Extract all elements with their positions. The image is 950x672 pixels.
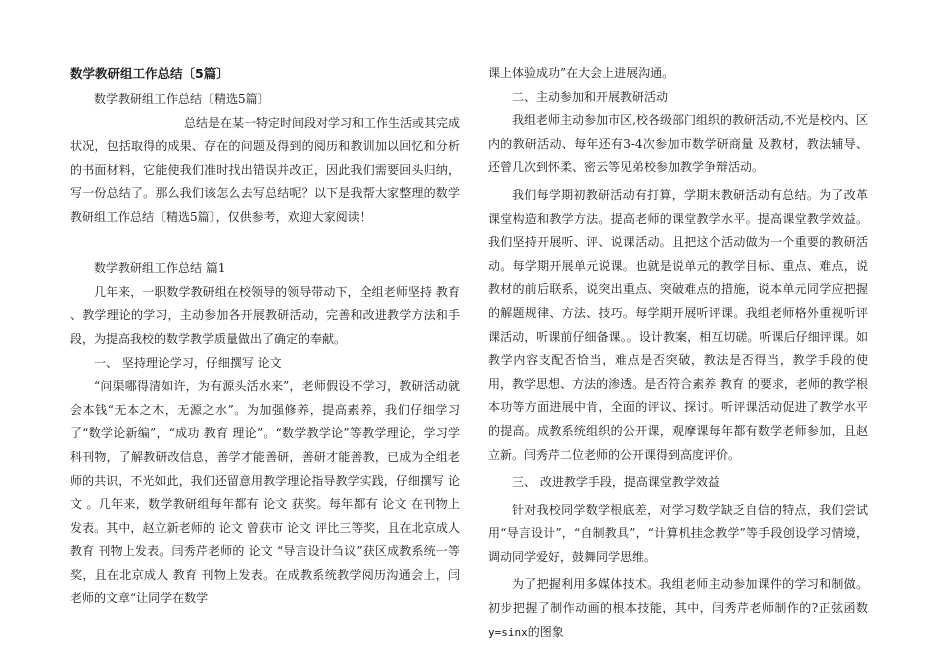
point3-heading: 三、 改进教学手段，提高课堂教学效益 bbox=[512, 475, 720, 490]
point3-paragraph-2 bbox=[488, 573, 868, 644]
section1-heading: 数学教研组工作总结 篇1 bbox=[94, 261, 226, 276]
point2-paragraph-2: 我们每学期初教研活动有打算，学期末教研活动有总结。为了改革课堂构造和教学方法。提高老师的课堂教学水平。提高课堂教学效益。我们坚持开展听、评、说课活动。且把这个活动做为一个重要的教研活动。每学期开展单元说课。也就是说单元的教学目标、重点、难点，说教材的前后联系，说突出重点、突破难点的措施，说本单元同学应把握的解题规律、方法、技巧。每学期开展听评课。我组老师格外重视听评课活动，听课前仔细备课。。设计教案，相互切磋。听课后仔细评课。如教学内容支配否恰当，难点是否突破，教法是否得当，教学手段的使用，教学思想、方法的渗透。是否符合素养 教育 的要求，老师的教学根本功等方面进展中肯，全面的评议、探讨。听评课活动促进了教学水平的提高。成教系统组织的公开课，观摩课每年都有数学老师参加，且赵立新。闫秀芹二位老师的公开课得到高度评价。 bbox=[488, 187, 868, 462]
section1-paragraph: 几年来，一职数学教研组在校领导的领导带动下，全组老师坚持 教育 、教学理论的学习，主动参加各开展教研活动，完善和改进教学方法和手段，为提高我校的数学教学质量做出了确定的奉献。 bbox=[70, 284, 460, 346]
point3-text-pre: 为了把握利用多媒体技术。我组老师主动参加课件的学习和制做。初步把握了制作动画的根本技能，其中，闫秀芹老师制作的?正弦函数 bbox=[488, 577, 868, 616]
point2-heading: 二、主动参加和开展教研活动 bbox=[512, 89, 669, 104]
point1-paragraph: “问渠哪得清如许，为有源头活水来”，老师假设不学习，教研活动就会本钱“无本之木，无源之水”。为加强修养，提高素养，我们仔细学习了“数学论新编”，“成功 教育 理论”。“数学教学论”等教学理论，学习学科刊物，了解教研改信息，善学才能善研，善研才能善教，已成为全组老师的共识，不光如此，我们还留意用教学理论指导教学实践，仔细撰写 论文 。几年来，数学教研组每年都有 论文 获奖。每年都有 论文 在刊物上发表。其中，赵立新老师的 论文 曾获市 论文 评比三等奖，且在北京成人 教育 刊物上发表。闫秀芹老师的 论文 “导言设计刍议”获区成教系统一等奖，且在北京成人 教育 刊物上发表。在成教系统教学阅历沟通会上，闫老师的文章“让同学在数学 bbox=[70, 379, 460, 606]
intro-paragraph: 总结是在某一特定时间段对学习和工作生活或其完成状况，包括取得的成果、存在的问题及得到的阅历和教训加以回忆和分析的书面材料，它能使我们准时找出错误并改正，因此我们需要回头归纳，写一份总结了。那么我们该怎么去写总结呢？以下是我帮大家整理的数学教研组工作总结〔精选5篇〕，仅供参考，欢迎大家阅读！ bbox=[70, 115, 461, 224]
right-column bbox=[488, 62, 868, 644]
point1-heading: 一、 坚持理论学习，仔细撰写 论文 bbox=[94, 355, 282, 370]
document-title: 数学教研组工作总结〔5篇〕 bbox=[70, 66, 229, 81]
point3-text-post: 的图象 bbox=[527, 624, 564, 639]
document-subtitle: 数学教研组工作总结〔精选5篇〕 bbox=[94, 92, 270, 106]
continued-paragraph: 课上体验成功”在大会上进展沟通。 bbox=[488, 66, 675, 80]
formula-text: y=sinx bbox=[488, 625, 528, 639]
spacer bbox=[70, 230, 460, 254]
left-column bbox=[70, 62, 460, 611]
point2-paragraph-1: 我组老师主动参加市区,校各级部门组织的教研活动,不光是校内、区内的教研活动、每年还有3-4次参加市数学研商量 及教材，教法辅导、还曾几次到怀柔、密云等见弟校参加教学争辩活动。 bbox=[488, 113, 868, 175]
point3-paragraph-1: 针对我校同学数学根底差，对学习数学缺乏自信的特点，我们尝试用“导言设计”，“自制教具”，“计算机挂念教学”等手段创设学习情境，调动同学爱好，鼓舞同学思维。 bbox=[488, 502, 868, 564]
